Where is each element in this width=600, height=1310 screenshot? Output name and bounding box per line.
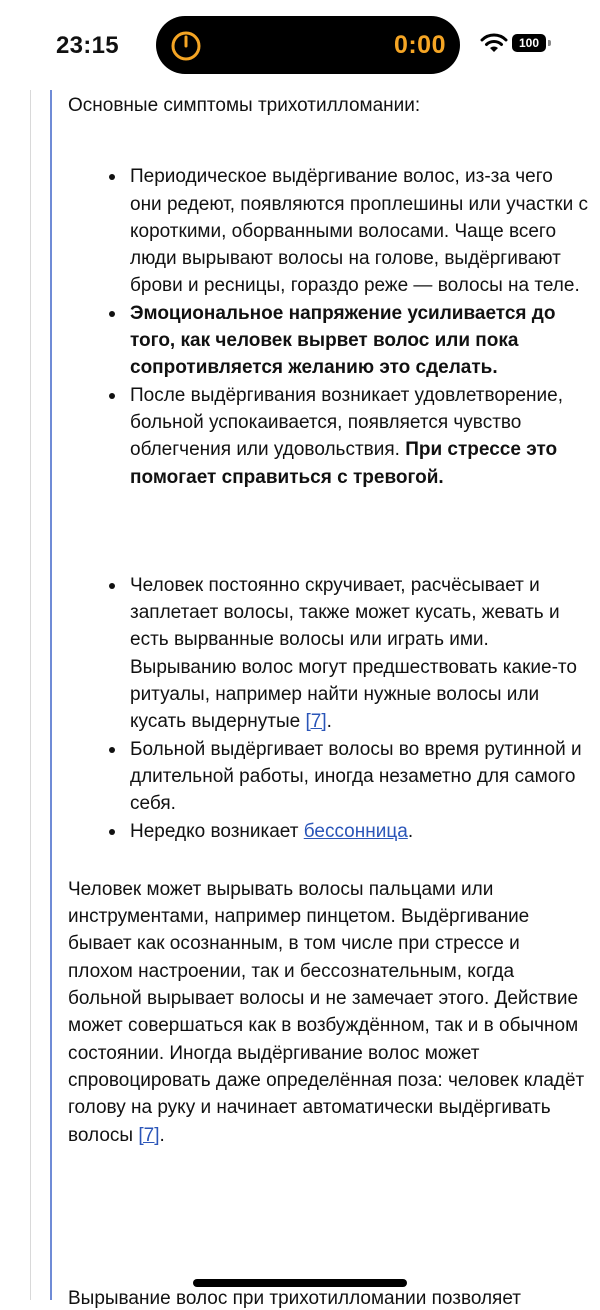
battery-tip	[548, 40, 551, 46]
list-item	[68, 300, 588, 382]
list-item-bold-text: При стрессе это помогает справиться с тревогой.	[130, 439, 558, 488]
list-item-text: Больной выдёргивает волосы во время рутинной и длительной работы, иногда незаметно для самого себя.	[130, 738, 582, 815]
home-indicator[interactable]	[193, 1279, 407, 1287]
symptoms-list-2	[68, 572, 588, 845]
page-margin-line	[30, 60, 31, 1300]
list-item	[68, 736, 588, 818]
list-item	[68, 382, 588, 491]
dynamic-island[interactable]	[156, 16, 460, 74]
quote-bar	[50, 60, 52, 1300]
list-item	[68, 572, 588, 736]
list-item-text: Периодическое выдёргивание волос, из-за чего они редеют, появляются проплешины или участки с короткими, оборванными волосами. Чаще всего люди вырывают волосы на голове, выдёргивают брови и ресницы, гораздо реже — волосы на теле.	[130, 166, 588, 297]
next-paragraph-cut-off: Вырывание волос при трихотилломании позволяет	[68, 1288, 521, 1309]
timer-text: 0:00	[393, 31, 446, 59]
list-item-bold-text: Эмоциональное напряжение усиливается до того, как человек вырвет волос или пока сопротивляется желанию это сделать.	[130, 302, 556, 379]
list-item-text: Нередко возникает	[130, 820, 304, 842]
list-item	[68, 818, 588, 845]
list-item-text: Человек постоянно скручивает, расчёсывает и заплетает волосы, также может кусать, жевать и есть вырванные волосы или играть ими. Вырыванию волос могут предшествовать какие-то ритуалы, например найти нужные волосы или кусать выдернутые	[130, 574, 577, 733]
battery-level: 100	[512, 34, 546, 52]
list-item	[68, 163, 588, 299]
reference-link-7[interactable]: [7]	[305, 711, 327, 733]
punctuation: .	[159, 1124, 165, 1146]
wifi-icon	[480, 32, 508, 54]
timer-icon	[170, 29, 202, 61]
symptoms-list-1	[68, 163, 588, 491]
insomnia-link[interactable]: бессонница	[303, 820, 408, 842]
battery-icon	[512, 34, 548, 52]
intro-text: Основные симптомы трихотилломании:	[68, 95, 421, 116]
status-bar	[0, 0, 600, 90]
paragraph-text: Человек может вырывать волосы пальцами или инструментами, например пинцетом. Выдёргивание бывает как осознанным, в том числе при стрессе и плохом настроении, так и бессознательным, когда больной вырывает волосы и не замечает этого. Действие может совершаться как в возбуждённом, так и в обычном состоянии. Иногда выдёргивание волос может спровоцировать даже определённая поза: человек кладёт голову на руку и начинает автоматически выдёргивать волосы	[68, 878, 585, 1146]
article-content	[68, 92, 588, 1149]
punctuation: .	[407, 820, 414, 842]
status-time: 23:15	[56, 32, 119, 59]
punctuation: .	[326, 711, 332, 733]
reference-link-7[interactable]: [7]	[138, 1124, 160, 1146]
paragraph	[68, 876, 588, 1149]
list-item-text: После выдёргивания возникает удовлетворение, больной успокаивается, появляется чувство облегчения или удовольствия.	[130, 384, 563, 461]
